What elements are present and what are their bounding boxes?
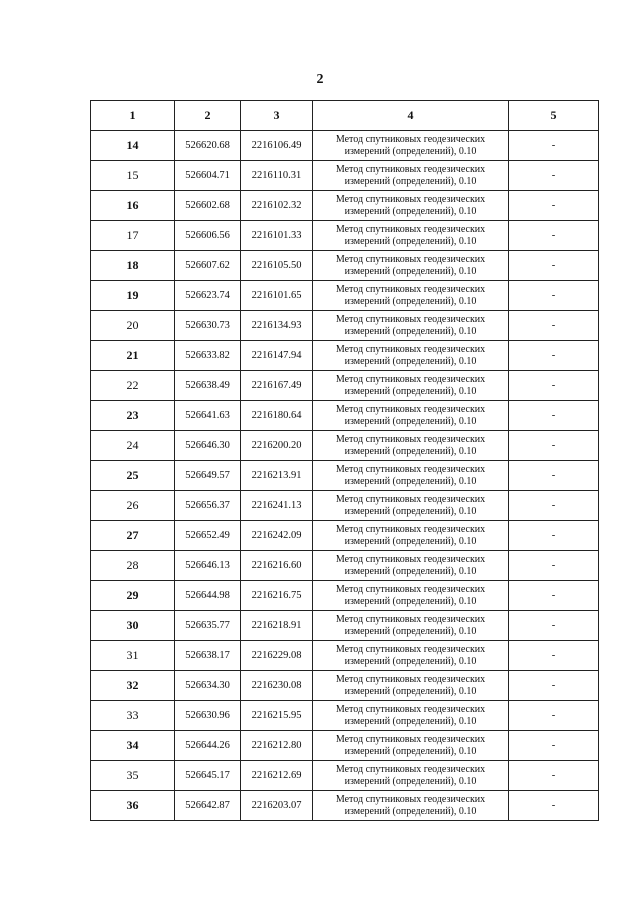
point-number: 25 [91,461,175,491]
method-line-2: измерений (определений), 0.10 [344,685,477,697]
method-line-2: измерений (определений), 0.10 [344,745,477,757]
description-cell: - [509,671,599,701]
method-line-2: измерений (определений), 0.10 [344,475,477,487]
method-cell [313,401,509,431]
point-number: 31 [91,641,175,671]
table-row [91,341,599,371]
coordinate-y: 2216110.31 [241,161,313,191]
column-header-3: 3 [241,101,313,131]
method-cell [313,611,509,641]
method-line-1: Метод спутниковых геодезических [335,433,486,445]
description-cell: - [509,311,599,341]
point-number: 33 [91,701,175,731]
method-line-2: измерений (определений), 0.10 [344,775,477,787]
method-line-2: измерений (определений), 0.10 [344,625,477,637]
column-header-2: 2 [175,101,241,131]
coordinate-y: 2216200.20 [241,431,313,461]
description-cell: - [509,761,599,791]
method-cell [313,731,509,761]
method-cell [313,551,509,581]
method-line-2: измерений (определений), 0.10 [344,535,477,547]
table-row [91,281,599,311]
description-cell: - [509,521,599,551]
method-line-1: Метод спутниковых геодезических [335,643,486,655]
description-cell: - [509,281,599,311]
coordinate-y: 2216216.75 [241,581,313,611]
method-line-2: измерений (определений), 0.10 [344,655,477,667]
coordinate-x: 526644.98 [175,581,241,611]
table-row [91,161,599,191]
coordinate-y: 2216203.07 [241,791,313,821]
method-cell [313,641,509,671]
page-number: 2 [316,72,324,87]
coordinate-y: 2216241.13 [241,491,313,521]
column-header-4: 4 [313,101,509,131]
method-cell [313,431,509,461]
method-cell [313,791,509,821]
table-row [91,521,599,551]
method-line-1: Метод спутниковых геодезических [335,523,486,535]
method-line-1: Метод спутниковых геодезических [335,253,486,265]
coordinates-table [90,100,599,821]
coordinate-x: 526634.30 [175,671,241,701]
description-cell: - [509,341,599,371]
coordinate-y: 2216180.64 [241,401,313,431]
description-cell: - [509,641,599,671]
coordinate-x: 526604.71 [175,161,241,191]
coordinate-y: 2216229.08 [241,641,313,671]
point-number: 34 [91,731,175,761]
method-line-1: Метод спутниковых геодезических [335,403,486,415]
method-line-1: Метод спутниковых геодезических [335,553,486,565]
description-cell: - [509,431,599,461]
description-cell: - [509,611,599,641]
method-line-1: Метод спутниковых геодезических [335,583,486,595]
point-number: 28 [91,551,175,581]
table-row [91,671,599,701]
description-cell: - [509,161,599,191]
table-row [91,311,599,341]
method-line-2: измерений (определений), 0.10 [344,415,477,427]
table-row [91,371,599,401]
coordinate-x: 526606.56 [175,221,241,251]
table-row [91,131,599,161]
coordinate-y: 2216212.69 [241,761,313,791]
table-row [91,761,599,791]
description-cell: - [509,581,599,611]
point-number: 20 [91,311,175,341]
description-cell: - [509,731,599,761]
method-cell [313,191,509,221]
method-cell [313,161,509,191]
method-line-2: измерений (определений), 0.10 [344,445,477,457]
coordinate-y: 2216106.49 [241,131,313,161]
method-cell [313,251,509,281]
description-cell: - [509,491,599,521]
coordinate-x: 526638.17 [175,641,241,671]
table-row [91,701,599,731]
description-cell: - [509,551,599,581]
method-cell [313,221,509,251]
method-line-1: Метод спутниковых геодезических [335,763,486,775]
table-row [91,461,599,491]
coordinate-x: 526635.77 [175,611,241,641]
method-cell [313,281,509,311]
method-line-1: Метод спутниковых геодезических [335,343,486,355]
coordinate-x: 526638.49 [175,371,241,401]
method-cell [313,461,509,491]
point-number: 17 [91,221,175,251]
method-cell [313,701,509,731]
point-number: 24 [91,431,175,461]
point-number: 36 [91,791,175,821]
method-line-1: Метод спутниковых геодезических [335,223,486,235]
method-line-1: Метод спутниковых геодезических [335,163,486,175]
method-line-1: Метод спутниковых геодезических [335,133,486,145]
table-row [91,791,599,821]
coordinate-y: 2216218.91 [241,611,313,641]
method-line-2: измерений (определений), 0.10 [344,565,477,577]
description-cell: - [509,371,599,401]
table-row [91,611,599,641]
method-line-1: Метод спутниковых геодезических [335,283,486,295]
coordinate-x: 526644.26 [175,731,241,761]
coordinate-x: 526646.13 [175,551,241,581]
coordinate-x: 526656.37 [175,491,241,521]
table-body [91,131,599,821]
method-cell [313,131,509,161]
method-line-1: Метод спутниковых геодезических [335,733,486,745]
point-number: 27 [91,521,175,551]
point-number: 23 [91,401,175,431]
coordinate-x: 526620.68 [175,131,241,161]
coordinate-y: 2216213.91 [241,461,313,491]
table-row [91,251,599,281]
column-header-5: 5 [509,101,599,131]
point-number: 19 [91,281,175,311]
method-cell [313,491,509,521]
point-number: 15 [91,161,175,191]
coordinate-y: 2216167.49 [241,371,313,401]
coordinate-x: 526623.74 [175,281,241,311]
coordinate-y: 2216101.33 [241,221,313,251]
table-row [91,221,599,251]
coordinate-x: 526607.62 [175,251,241,281]
method-line-2: измерений (определений), 0.10 [344,265,477,277]
coordinate-x: 526641.63 [175,401,241,431]
description-cell: - [509,401,599,431]
method-line-2: измерений (определений), 0.10 [344,325,477,337]
table-row [91,401,599,431]
point-number: 29 [91,581,175,611]
coordinate-x: 526602.68 [175,191,241,221]
description-cell: - [509,791,599,821]
point-number: 16 [91,191,175,221]
method-cell [313,761,509,791]
table-row [91,491,599,521]
method-line-1: Метод спутниковых геодезических [335,373,486,385]
coordinate-y: 2216101.65 [241,281,313,311]
coordinate-x: 526630.96 [175,701,241,731]
coordinate-y: 2216216.60 [241,551,313,581]
table-row [91,641,599,671]
method-cell [313,371,509,401]
method-line-2: измерений (определений), 0.10 [344,235,477,247]
method-line-1: Метод спутниковых геодезических [335,703,486,715]
description-cell: - [509,191,599,221]
point-number: 30 [91,611,175,641]
method-line-2: измерений (определений), 0.10 [344,355,477,367]
coordinate-y: 2216102.32 [241,191,313,221]
table-row [91,191,599,221]
method-cell [313,581,509,611]
coordinate-y: 2216215.95 [241,701,313,731]
table-row [91,731,599,761]
point-number: 21 [91,341,175,371]
method-line-1: Метод спутниковых геодезических [335,493,486,505]
method-cell [313,341,509,371]
method-line-1: Метод спутниковых геодезических [335,313,486,325]
method-line-2: измерений (определений), 0.10 [344,385,477,397]
coordinate-x: 526630.73 [175,311,241,341]
description-cell: - [509,131,599,161]
description-cell: - [509,251,599,281]
method-line-2: измерений (определений), 0.10 [344,145,477,157]
point-number: 14 [91,131,175,161]
coordinate-y: 2216230.08 [241,671,313,701]
method-line-2: измерений (определений), 0.10 [344,175,477,187]
method-line-1: Метод спутниковых геодезических [335,193,486,205]
method-cell [313,671,509,701]
method-cell [313,311,509,341]
method-line-2: измерений (определений), 0.10 [344,295,477,307]
coordinate-x: 526642.87 [175,791,241,821]
method-cell [313,521,509,551]
point-number: 35 [91,761,175,791]
coordinate-y: 2216147.94 [241,341,313,371]
coordinate-x: 526646.30 [175,431,241,461]
coordinate-y: 2216212.80 [241,731,313,761]
method-line-1: Метод спутниковых геодезических [335,793,486,805]
description-cell: - [509,701,599,731]
column-header-1: 1 [91,101,175,131]
method-line-1: Метод спутниковых геодезических [335,673,486,685]
coordinate-x: 526645.17 [175,761,241,791]
method-line-2: измерений (определений), 0.10 [344,205,477,217]
coordinate-x: 526649.57 [175,461,241,491]
point-number: 22 [91,371,175,401]
method-line-2: измерений (определений), 0.10 [344,505,477,517]
method-line-1: Метод спутниковых геодезических [335,613,486,625]
method-line-2: измерений (определений), 0.10 [344,715,477,727]
point-number: 18 [91,251,175,281]
table-row [91,551,599,581]
coordinate-y: 2216134.93 [241,311,313,341]
description-cell: - [509,221,599,251]
table-header-row [91,101,599,131]
coordinate-y: 2216105.50 [241,251,313,281]
table-row [91,431,599,461]
point-number: 26 [91,491,175,521]
table-row [91,581,599,611]
method-line-2: измерений (определений), 0.10 [344,595,477,607]
description-cell: - [509,461,599,491]
point-number: 32 [91,671,175,701]
method-line-1: Метод спутниковых геодезических [335,463,486,475]
coordinate-x: 526633.82 [175,341,241,371]
coordinate-x: 526652.49 [175,521,241,551]
coordinate-y: 2216242.09 [241,521,313,551]
method-line-2: измерений (определений), 0.10 [344,805,477,817]
